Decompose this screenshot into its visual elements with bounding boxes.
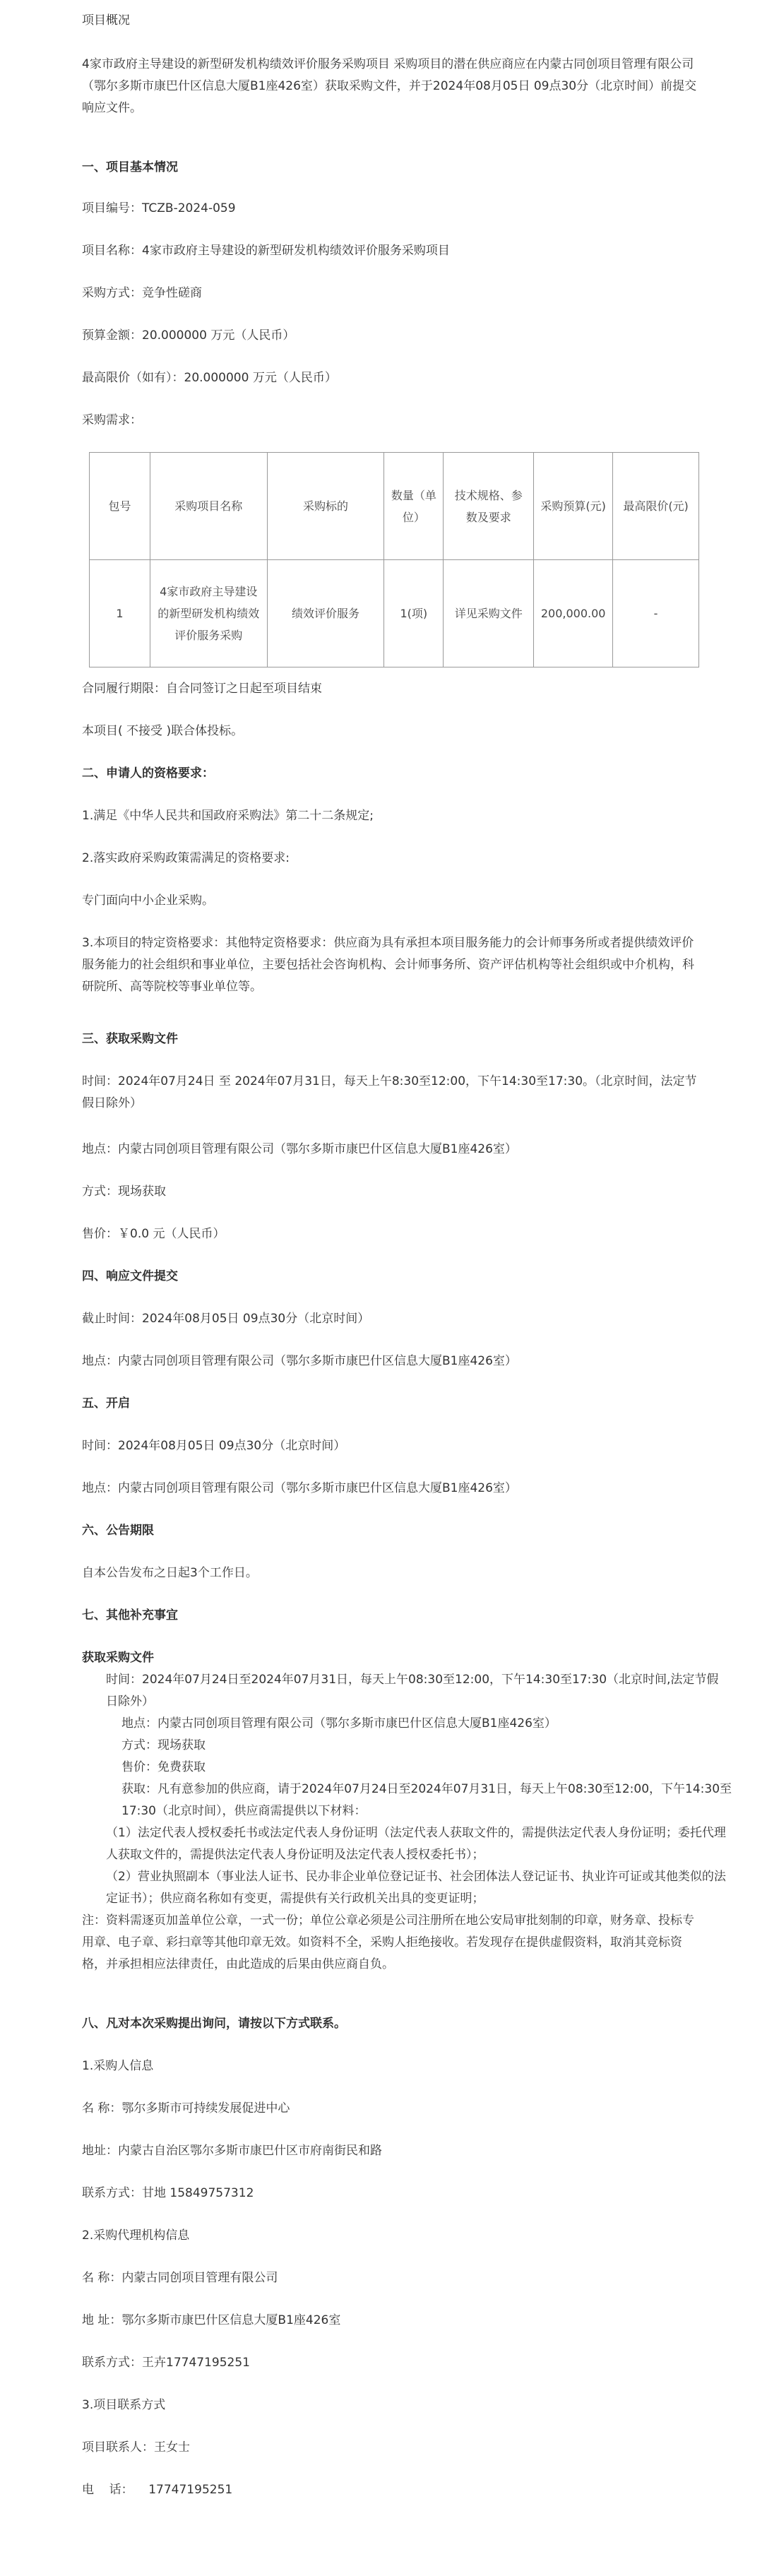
project-name: 项目名称：4家市政府主导建设的新型研发机构绩效评价服务采购项目 xyxy=(82,244,450,258)
table-header-cell: 采购项目名称 xyxy=(150,453,267,560)
obtain-price: 售价：￥0.0 元（人民币） xyxy=(82,1227,225,1241)
agency-address: 地 址：鄂尔多斯市康巴什区信息大厦B1座426室 xyxy=(82,2313,341,2327)
buyer-heading: 1.采购人信息 xyxy=(82,2059,154,2073)
section5-heading: 五、开启 xyxy=(82,1396,130,1411)
obtain-time: 时间：2024年07月24日 至 2024年07月31日，每天上午8:30至12:00，下午14:30至17:30。（北京时间，法定节假日除外） xyxy=(82,1074,697,1110)
project-contact-person: 项目联系人：王女士 xyxy=(82,2440,190,2455)
table-header-cell: 数量（单位） xyxy=(384,453,444,560)
joint-bid: 本项目( 不接受 )联合体投标。 xyxy=(82,724,244,738)
requirements-table xyxy=(89,452,699,667)
table-row xyxy=(90,560,699,667)
agency-heading: 2.采购代理机构信息 xyxy=(82,2228,190,2243)
supplement-note: 注：资料需逐页加盖单位公章，一式一份；单位公章必须是公司注册所在地公安局审批刻制的印章，财务章、投标专用章、电子章、彩扫章等其他印章无效。如资料不全，采购人拒绝接收。若发现存在提供虚假资料，取消其竞标资格，并承担相应法律责任，由此造成的后果由供应商自负。 xyxy=(82,1913,694,1971)
section7-sub-heading: 获取采购文件 xyxy=(82,1651,154,1665)
table-header-cell: 最高限价(元) xyxy=(613,453,699,560)
supplement-material-2: （2）营业执照副本（事业法人证书、民办非企业单位登记证书、社会团体法人登记证书、执业许可证或其他类似的法定证书）；供应商名称如有变更，需提供有关行政机关出具的变更证明； xyxy=(106,1870,726,1906)
contract-period: 合同履行期限：自合同签订之日起至项目结束 xyxy=(82,682,322,696)
section6-heading: 六、公告期限 xyxy=(82,1524,154,1538)
obtain-method: 方式：现场获取 xyxy=(82,1185,166,1199)
table-header-cell: 采购预算(元) xyxy=(534,453,613,560)
project-number: 项目编号：TCZB-2024-059 xyxy=(82,201,236,215)
supplement-obtain: 获取：凡有意参加的供应商，请于2024年07月24日至2024年07月31日，每天上午08:30至12:00，下午14:30至17:30（北京时间），供应商需提供以下材料： xyxy=(121,1782,732,1818)
project-contact-heading: 3.项目联系方式 xyxy=(82,2398,166,2412)
budget-amount: 预算金额：20.000000 万元（人民币） xyxy=(82,328,295,343)
opening-time: 时间：2024年08月05日 09点30分（北京时间） xyxy=(82,1439,346,1453)
section2-heading: 二、申请人的资格要求： xyxy=(82,766,214,780)
table-header-cell: 技术规格、参数及要求 xyxy=(444,453,534,560)
buyer-contact: 联系方式：甘地 15849757312 xyxy=(82,2186,254,2200)
requirements-label: 采购需求： xyxy=(82,413,142,427)
max-price: 最高限价（如有）：20.000000 万元（人民币） xyxy=(82,371,337,385)
supplement-time: 时间：2024年07月24日至2024年07月31日，每天上午08:30至12:00，下午14:30至17:30（北京时间,法定节假日除外） xyxy=(106,1673,719,1709)
section1-heading: 一、项目基本情况 xyxy=(82,160,178,174)
table-cell: 4家市政府主导建设的新型研发机构绩效评价服务采购 xyxy=(150,560,267,667)
buyer-name: 名 称：鄂尔多斯市可持续发展促进中心 xyxy=(82,2101,290,2115)
agency-contact: 联系方式：王卉17747195251 xyxy=(82,2356,250,2370)
table-cell: 绩效评价服务 xyxy=(267,560,384,667)
section4-heading: 四、响应文件提交 xyxy=(82,1269,178,1283)
section3-heading: 三、获取采购文件 xyxy=(82,1032,178,1046)
supplement-price: 售价：免费获取 xyxy=(121,1760,206,1774)
submit-deadline: 截止时间：2024年08月05日 09点30分（北京时间） xyxy=(82,1312,370,1326)
supplement-location: 地点：内蒙古同创项目管理有限公司（鄂尔多斯市康巴什区信息大厦B1座426室） xyxy=(121,1716,557,1731)
table-cell: 详见采购文件 xyxy=(444,560,534,667)
qualification-item-1: 1.满足《中华人民共和国政府采购法》第二十二条规定; xyxy=(82,809,374,823)
qualification-item-2: 2.落实政府采购政策需满足的资格要求: xyxy=(82,851,290,865)
overview-text: 4家市政府主导建设的新型研发机构绩效评价服务采购项目 采购项目的潜在供应商应在内蒙古同创项目管理有限公司（鄂尔多斯市康巴什区信息大厦B1座426室）获取采购文件，并于2024年08月05日 09点30分（北京时间）前提交响应文件。 xyxy=(82,57,697,115)
obtain-location: 地点：内蒙古同创项目管理有限公司（鄂尔多斯市康巴什区信息大厦B1座426室） xyxy=(82,1142,517,1156)
table-header-row xyxy=(90,453,699,560)
table-cell: 200,000.00 xyxy=(534,560,613,667)
section8-heading: 八、凡对本次采购提出询问，请按以下方式联系。 xyxy=(82,2017,346,2031)
project-phone: 电 话： 17747195251 xyxy=(82,2483,233,2497)
overview-title: 项目概况 xyxy=(82,13,130,28)
table-header-cell: 包号 xyxy=(90,453,150,560)
table-cell: 1 xyxy=(90,560,150,667)
qualification-item-2-detail: 专门面向中小企业采购。 xyxy=(82,894,214,908)
submit-location: 地点：内蒙古同创项目管理有限公司（鄂尔多斯市康巴什区信息大厦B1座426室） xyxy=(82,1354,517,1368)
supplement-material-1: （1）法定代表人授权委托书或法定代表人身份证明（法定代表人获取文件的，需提供法定代表人身份证明；委托代理人获取文件的，需提供法定代表人身份证明及法定代表人授权委托书）； xyxy=(106,1826,726,1862)
section7-heading: 七、其他补充事宜 xyxy=(82,1608,178,1622)
supplement-method: 方式：现场获取 xyxy=(121,1738,206,1752)
notice-period: 自本公告发布之日起3个工作日。 xyxy=(82,1566,258,1580)
agency-name: 名 称：内蒙古同创项目管理有限公司 xyxy=(82,2271,278,2285)
table-cell: 1(项) xyxy=(384,560,444,667)
qualification-item-3: 3.本项目的特定资格要求：其他特定资格要求：供应商为具有承担本项目服务能力的会计师事务所或者提供绩效评价服务能力的社会组织和事业单位，主要包括社会咨询机构、会计师事务所、资产评估机构等社会组织或中介机构，科研院所、高等院校等事业单位等。 xyxy=(82,936,694,994)
procurement-method: 采购方式：竞争性磋商 xyxy=(82,286,202,300)
buyer-address: 地址：内蒙古自治区鄂尔多斯市康巴什区市府南街民和路 xyxy=(82,2144,382,2158)
table-cell: - xyxy=(613,560,699,667)
table-header-cell: 采购标的 xyxy=(267,453,384,560)
opening-location: 地点：内蒙古同创项目管理有限公司（鄂尔多斯市康巴什区信息大厦B1座426室） xyxy=(82,1481,517,1495)
